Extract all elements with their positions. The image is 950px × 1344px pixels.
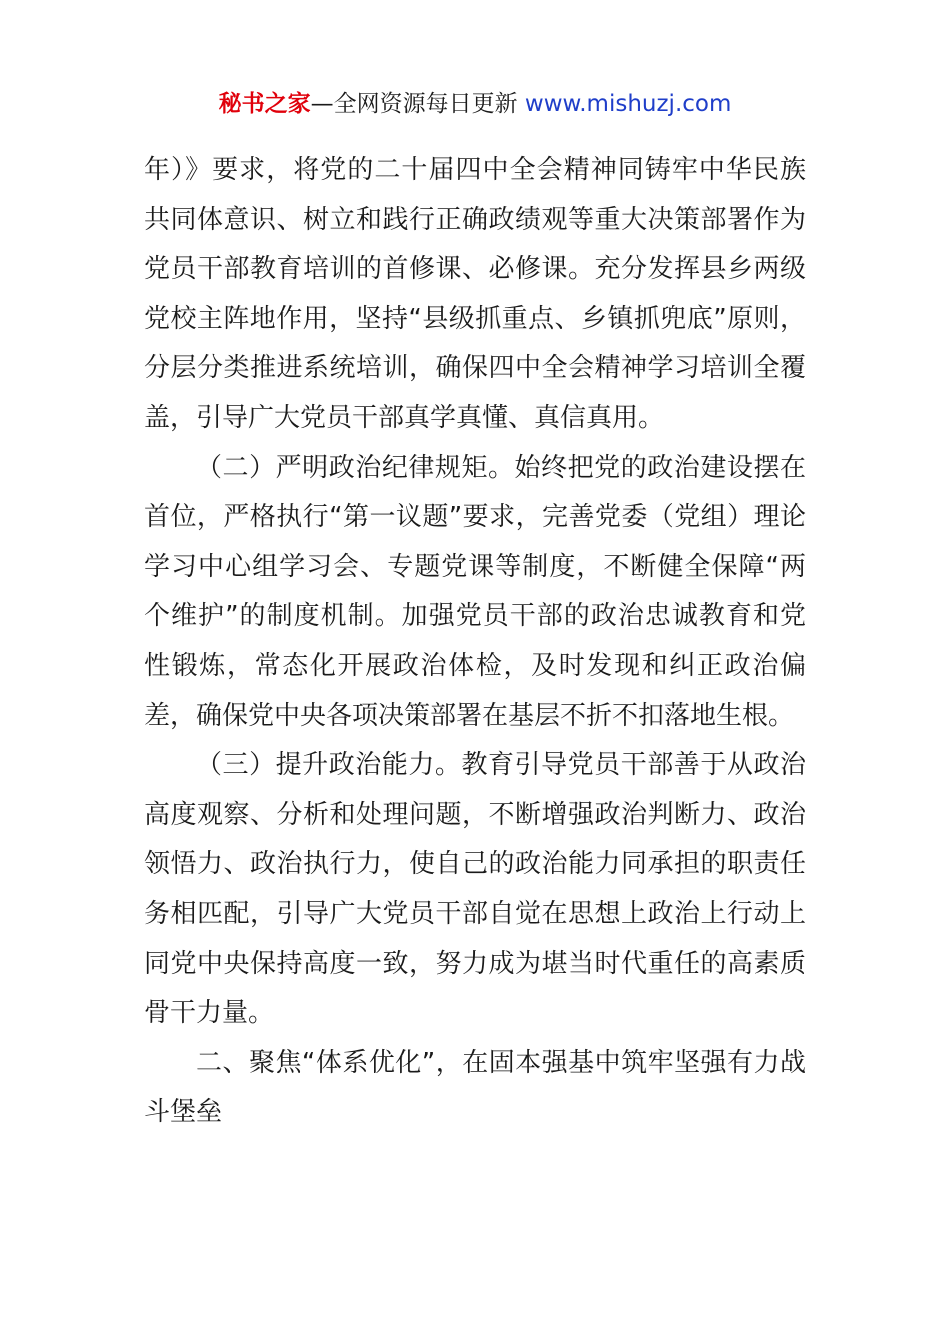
document-body	[144, 146, 806, 1138]
site-url-link[interactable]: www.mishuzj.com	[524, 91, 732, 117]
site-tagline: —全网资源每日更新	[310, 91, 518, 117]
paragraph-section-three: （三）提升政治能力。教育引导党员干部善于从政治高度观察、分析和处理问题，不断增强政治判断力、政治领悟力、政治执行力，使自己的政治能力同承担的职责任务相匹配，引导广大党员干部自觉在思想上政治上行动上同党中央保持高度一致，努力成为堪当时代重任的高素质骨干力量。	[144, 750, 806, 1029]
site-header	[0, 88, 950, 120]
paragraph-section-two: （二）严明政治纪律规矩。始终把党的政治建设摆在首位，严格执行“第一议题”要求，完善党委（党组）理论学习中心组学习会、专题党课等制度，不断健全保障“两个维护”的制度机制。加强党员干部的政治忠诚教育和党性锻炼，常态化开展政治体检，及时发现和纠正政治偏差，确保党中央各项决策部署在基层不折不扣落地生根。	[144, 452, 806, 731]
paragraph-continuation: 年）》要求，将党的二十届四中全会精神同铸牢中华民族共同体意识、树立和践行正确政绩观等重大决策部署作为党员干部教育培训的首修课、必修课。充分发挥县乡两级党校主阵地作用，坚持“县级抓重点、乡镇抓兜底”原则，分层分类推进系统培训，确保四中全会精神学习培训全覆盖，引导广大党员干部真学真懂、真信真用。	[144, 155, 806, 433]
section-heading-two: 二、聚焦“体系优化”，在固本强基中筑牢坚强有力战斗堡垒	[144, 1047, 806, 1128]
site-brand: 秘书之家	[218, 91, 311, 117]
